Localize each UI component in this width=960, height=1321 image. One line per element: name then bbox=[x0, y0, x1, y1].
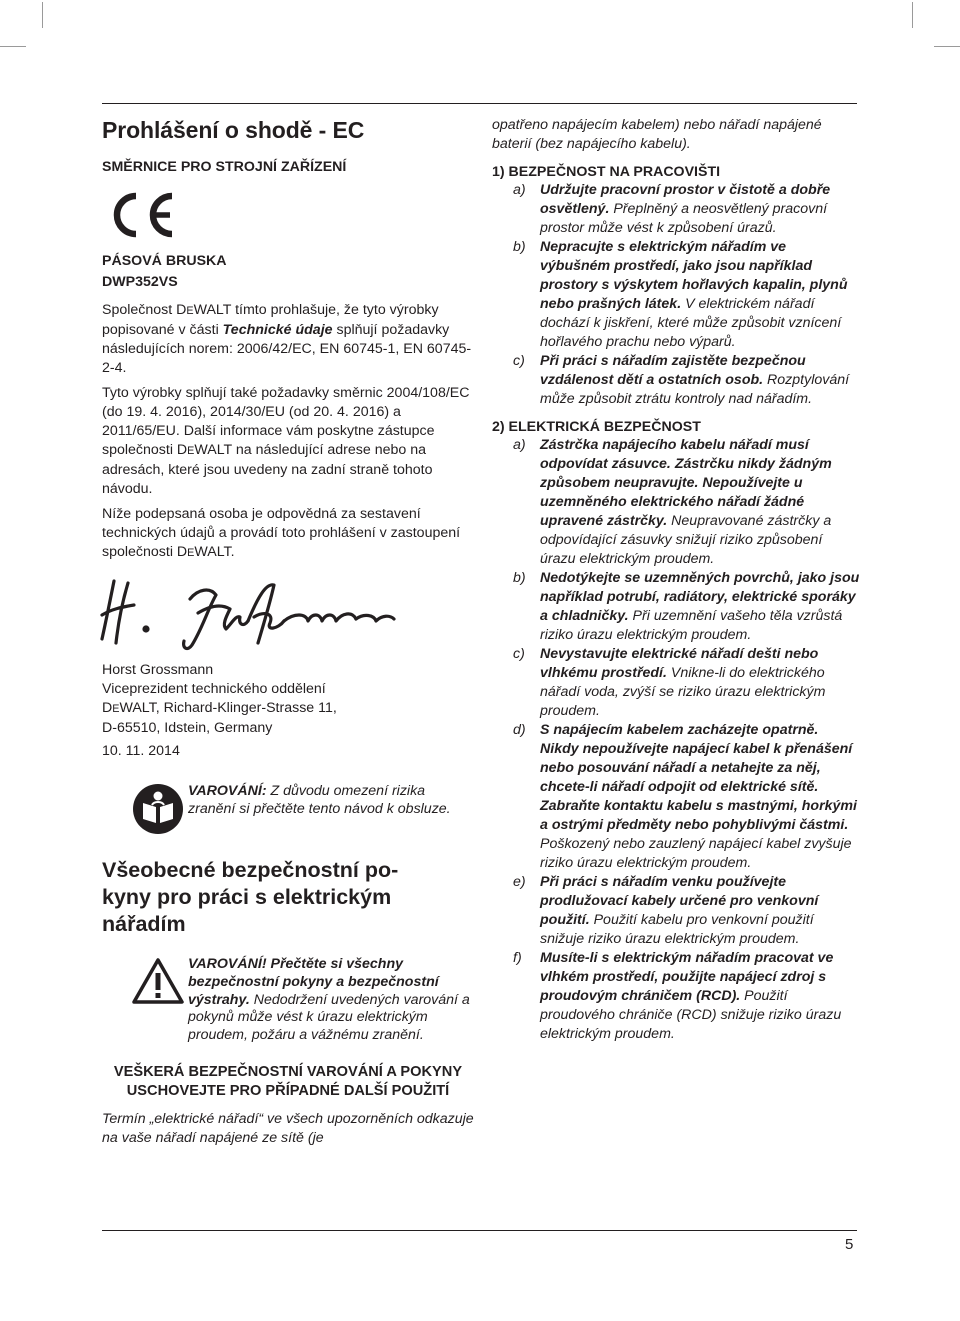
term-definition: Termín „elektrické nářadí“ ve všech upozorněních odkazuje na vaše nářadí napájené ze sítě (je bbox=[102, 1110, 474, 1146]
product-model: DWP352VS bbox=[102, 274, 178, 290]
general-safety-title: Všeobecné bezpečnostní po- kyny pro práci s elektrickým nářadím bbox=[102, 858, 399, 936]
electrical-safety-heading: 2) ELEKTRICKÁ BEZPEČNOST bbox=[492, 419, 701, 435]
footer-rule bbox=[102, 1230, 857, 1231]
warning-triangle-icon bbox=[132, 956, 184, 1008]
signatory-name: Horst Grossmann bbox=[102, 662, 214, 678]
declaration-paragraph-1: Společnost DEWALT tímto prohlašuje, že tyto výrobky popisované v části Technické údaje splňují požadavky následujících norem: 2006/42/EC, EN 60745-1, EN 60745-2-4. bbox=[102, 302, 472, 376]
general-warning bbox=[132, 956, 474, 1045]
left-column bbox=[102, 116, 474, 1148]
right-column bbox=[492, 116, 860, 1044]
list-item: d) S napájecím kabelem zacházejte opatrně. Nikdy nepoužívejte napájecí kabel k přenášení nebo posouvání nářadí a netahejte za něj, chcete-li nářadí odpojit od elektrické sítě. Zabraňte kontaktu kabelu s mastnými, horkými a ostrými předměty nebo pohyblivými částmi. Poškozený nebo zauzlený napájecí kabel zvyšuje riziko úrazu elektrickým proudem. bbox=[513, 722, 857, 871]
directive-heading: SMĚRNICE PRO STROJNÍ ZAŘÍZENÍ bbox=[102, 159, 347, 175]
header-rule bbox=[102, 103, 857, 104]
crop-mark-right-top bbox=[934, 46, 960, 47]
electrical-safety-list bbox=[492, 436, 860, 1044]
read-manual-warning-text: VAROVÁNÍ: Z důvodu omezení rizika zranění si přečtěte tento návod k obsluze. bbox=[188, 783, 451, 817]
declaration-paragraph-3: Níže podepsaná osoba je odpovědná za sestavení technických údajů a provádí toto prohlášení v zastoupení společnosti DEWALT. bbox=[102, 506, 461, 560]
list-item: b) Nedotýkejte se uzemněných povrchů, jako jsou například potrubí, radiátory, elektrické sporáky a chladničky. Při uzemnění vašeho těla vzrůstá riziko úrazu elektrickým proudem. bbox=[513, 570, 860, 643]
list-item: a) Zástrčka napájecího kabelu nářadí musí odpovídat zásuvce. Zástrčku nikdy žádným způsobem neupravujte. Nepoužívejte u uzemněného elektrického nářadí žádné upravené zástrčky. Neupravované zástrčky a odpovídající zásuvky snižují riziko způsobení úrazu elektrickým proudem. bbox=[513, 437, 832, 567]
product-name: PÁSOVÁ BRUSKA bbox=[102, 253, 227, 269]
read-manual-icon bbox=[132, 783, 184, 835]
signatory-company: DEWALT, Richard-Klinger-Strasse 11, bbox=[102, 700, 337, 716]
list-item: c) Nevystavujte elektrické nářadí dešti nebo vlhkému prostředí. Vnikne-li do elektrického nářadí voda, zvýší se riziko úrazu elektrickým proudem. bbox=[513, 646, 826, 719]
signatory-city: D-65510, Idstein, Germany bbox=[102, 720, 273, 736]
declaration-paragraph-2: Tyto výrobky splňují také požadavky směrnic 2004/108/EC (do 19. 4. 2016), 2014/30/EU (od 20. 4. 2016) a 2011/65/EU. Další informace vám poskytne zástupce společnosti DEWALT na následující adrese nebo na adresách, které jsou uvedeny na zadní straně tohoto návodu. bbox=[102, 385, 470, 497]
signature-image bbox=[98, 573, 398, 653]
list-item: e) Při práci s nářadím venku používejte prodlužovací kabely určené pro venkovní použití. Použití kabelu pro venkovní použití snižuje riziko úrazu elektrickým proudem. bbox=[513, 874, 819, 947]
declaration-title: Prohlášení o shodě - EC bbox=[102, 117, 365, 143]
ce-mark-icon bbox=[104, 192, 176, 238]
crop-mark-left-top bbox=[0, 46, 26, 47]
work-area-safety-list bbox=[492, 181, 860, 409]
list-item: c) Při práci s nářadím zajistěte bezpečnou vzdálenost dětí a ostatních osob. Rozptylování může způsobit ztrátu kontroly nad nářadím. bbox=[513, 353, 850, 407]
list-item: f) Musíte-li s elektrickým nářadím pracovat ve vlhkém prostředí, použijte napájecí zdroj s proudovým chráničem (RCD). Použití proudového chrániče (RCD) snižuje riziko úrazu elektrickým proudem. bbox=[513, 950, 842, 1042]
crop-mark-top-right bbox=[912, 2, 913, 28]
keep-instructions-heading: VEŠKERÁ BEZPEČNOSTNÍ VAROVÁNÍ A POKYNY USCHOVEJTE PRO PŘÍPADNÉ DALŠÍ POUŽITÍ bbox=[113, 1063, 463, 1100]
work-area-safety-heading: 1) BEZPEČNOST NA PRACOVIŠTI bbox=[492, 164, 721, 180]
declaration-date: 10. 11. 2014 bbox=[102, 743, 180, 759]
list-item: b) Nepracujte s elektrickým nářadím ve výbušném prostředí, jako jsou například prostory s výskytem hořlavých kapalin, plynů nebo prašných látek. V elektrickém nářadí dochází k jiskření, které může způsobit vznícení hořlavého prachu nebo výparů. bbox=[513, 239, 848, 350]
term-definition-continued: opatřeno napájecím kabelem) nebo nářadí napájené baterií (bez napájecího kabelu). bbox=[492, 117, 822, 152]
signatory-title: Viceprezident technického oddělení bbox=[102, 681, 326, 697]
crop-mark-top-left bbox=[42, 2, 43, 28]
read-manual-warning bbox=[132, 783, 474, 835]
general-warning-text: VAROVÁNÍ! Přečtěte si všechny bezpečnostní pokyny a bezpečnostní výstrahy. Nedodržení uvedených varování a pokynů může vést k úrazu elektrickým proudem, požáru a vážnému zranění. bbox=[188, 956, 470, 1044]
page-number: 5 bbox=[845, 1236, 854, 1253]
list-item: a) Udržujte pracovní prostor v čistotě a dobře osvětlený. Přeplněný a neosvětlený pracovní prostor může vést k způsobení úrazů. bbox=[513, 182, 831, 236]
